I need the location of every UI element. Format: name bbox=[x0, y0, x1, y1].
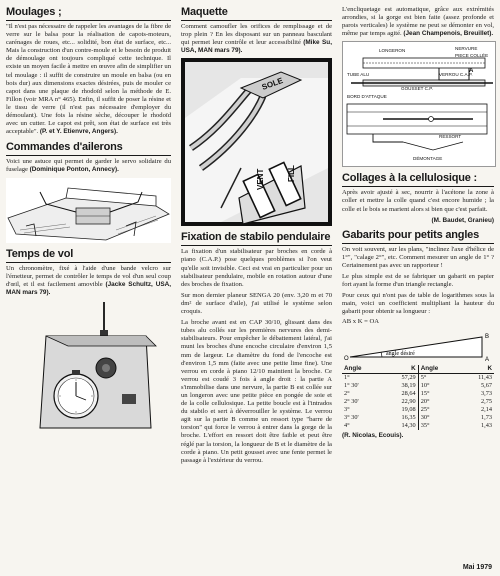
table-header-row bbox=[342, 365, 494, 374]
table-cell: 22,90 bbox=[401, 397, 416, 405]
verrou-label: VERROU C.A.P. bbox=[439, 72, 473, 78]
moulages-title: Moulages ; bbox=[6, 6, 171, 21]
table-cell: 1,73 bbox=[480, 413, 492, 421]
ailerons-text: Voici une astuce qui permet de garder le servo solidaire du fuselage (Dominique Ponton, Annecy). bbox=[6, 158, 171, 174]
triangle-a-label: A bbox=[485, 356, 490, 363]
column-right bbox=[342, 6, 494, 443]
table-cell: 19,08 bbox=[401, 405, 416, 413]
fill-label: FILL bbox=[287, 165, 296, 183]
page-footer-date: Mai 1979 bbox=[462, 563, 492, 571]
maquette-title: Maquette bbox=[181, 6, 332, 21]
maquette-text: Comment camoufler les orifices de remplissage et de trop plein ? En les disposant sur un panneau basculant qui permet leur contrôle et leur accessibilité (Mike Su, USA, MAN mars 79). bbox=[181, 23, 332, 55]
ailerons-title: Commandes d'ailerons bbox=[6, 141, 171, 156]
stabilo-p3: La broche avant est en CAP 30/10, glissant dans des tubes alu collés sur les premières nervures des demi-stabilisateurs. Pour empêcher le débattement latéral, j'ai muni les broches d'une encoche circulaire d'environ 1,5 mm de largeur. Le diamètre du fond de l'encoche est d'environ 1,5 mm (faite avec une petite lime fine). Une verrou en corde à piano 12/10 maintient la broche. Ce verrou est coudé 3 fois à angle droit : la partie A s'immobilise dans une nervure, la partie B est collée sur un longeron avec une petite pièce en pongée de soie et de la colle cellulosique. La petite boucle est à l'intrados du stabilo et sert à déverrouiller le système. Le verrou agit sur la partie B comme un ressort type "barre de torsion" qui force le verrou à entrer dans la gorge de la broche. L'effort en ressort doit être faible et peut être réglé par la torsion, la longueur de B et le diamètre de la corde à piano. Un petit gousset avec une fente permet le passage à l'extérieur du verrou. bbox=[181, 319, 332, 464]
table-cell: 16,35 bbox=[401, 413, 416, 421]
aileron-servo-figure bbox=[6, 178, 171, 243]
table-cell: 57,29 bbox=[401, 373, 416, 381]
table-row bbox=[342, 382, 494, 390]
cont-text: L'encliquetage est automatique, grâce aux extrémités arrondies, si la gorge est bien faite (assez profonde et parois verticales) le système ne peut se démonter en vol, même par temps agité. (Jean Champenois, Breuillet). bbox=[342, 6, 494, 38]
table-cell: 1° 30' bbox=[344, 381, 359, 389]
ressort-label: RESSORT bbox=[439, 134, 462, 140]
table-cell: 4° bbox=[344, 421, 350, 429]
table-row bbox=[342, 390, 494, 398]
triangle-gauge-figure bbox=[342, 327, 494, 365]
ailerons-signature: (Dominique Ponton, Annecy). bbox=[29, 166, 119, 174]
table-header: K bbox=[383, 365, 418, 374]
triangle-angle-label: angle désiré bbox=[386, 350, 415, 357]
table-cell: 14,30 bbox=[401, 421, 416, 429]
table-cell: 20° bbox=[418, 398, 460, 406]
table-cell: 3° 30' bbox=[344, 413, 359, 421]
gousset-label: GOUSSET C.P. bbox=[401, 86, 433, 92]
triangle-b-label: B bbox=[485, 333, 490, 340]
table-row bbox=[342, 406, 494, 414]
table-cell: 2,14 bbox=[480, 405, 492, 413]
table-cell: 5,67 bbox=[480, 381, 492, 389]
table-cell: 15° bbox=[418, 390, 460, 398]
stabilo-p2: Sur mon dernier planeur SENGA 20 (env. 3,20 m et 70 dm² de surface d'aile), j'ai utilisé le système selon croquis. bbox=[181, 291, 332, 316]
gabarits-formula: AB x K = OA bbox=[342, 317, 380, 325]
gabarits-p2: Le plus simple est de se fabriquer un gabarit en papier fort ayant la forme d'un triangle rectangle. bbox=[342, 273, 494, 289]
collages-signature: (M. Baudet, Granieu) bbox=[431, 216, 494, 224]
table-header: K bbox=[460, 365, 494, 374]
triangle-o-label: O bbox=[344, 355, 349, 362]
vol-signature: (Jacke Schultz, USA, MAN mars 79). bbox=[6, 280, 172, 296]
stabilo-p1: La fixation d'un stabilisateur par broches en corde à piano (C.A.P.) pose quelques problèmes si l'on veut qu'elle soit invisible. Ceci est vrai en particulier pour un stabilisateur pendulaire, mobile en rotation autour d'une des broches de fixation. bbox=[181, 248, 332, 288]
table-row bbox=[342, 414, 494, 422]
longeron-label: LONGERON bbox=[379, 48, 406, 54]
moulages-signature: (P. et Y. Etienvre, Angers). bbox=[39, 128, 118, 136]
nervure-label: NERVURE bbox=[455, 46, 478, 52]
gabarits-p1: On voit souvent, sur les plans, "inclinez l'axe d'hélice de 1°", "calage 2°", etc. Comment mesurer un angle de 1° ? Certainement pas avec un rapporteur ! bbox=[342, 245, 494, 269]
gabarits-title: Gabarits pour petits angles bbox=[342, 229, 494, 244]
stabilo-title: Fixation de stabilo pendulaire bbox=[181, 231, 332, 246]
point-a-label: A bbox=[469, 68, 474, 75]
table-cell: 2° bbox=[344, 389, 350, 397]
moulages-text: "Il n'est pas nécessaire de rappeler les avantages de la fibre de verre sur le balsa pour la réalisation de capots-moteurs, carénages de roues, etc... solidité, bon état de surface, etc... Mais la construction d'un contre-moule et le besoin de produit de démoulage ont toujours compliqué cette technique. Il existe un moyen facile à mettre en œuvre afin de simplifier un tel moulage : il suffit de construire un moule en balsa (ou en bois dur) aux dimensions exactes désirées, puis de mouler ce capot dans une plaque de rhodoïd selon la méthode de E. Fillon (voir MRA n° 465). Enfin, il suffit de poser la résine et le tissu de verre (il n'est pas nécessaire d'employer du démoulant). Une fois la résine sèche, découper le rhodoïd avec un cutter. Le capot est prêt, son état de surface est très acceptable". (P. et Y. Etienvre, Angers). bbox=[6, 23, 171, 136]
sole-label: SOLE bbox=[260, 76, 285, 93]
piece-collee-label: PIECE COLLÉE bbox=[455, 53, 489, 59]
vent-label: VENT bbox=[256, 169, 265, 191]
table-cell: 38,19 bbox=[401, 381, 416, 389]
table-row bbox=[342, 398, 494, 406]
table-row bbox=[342, 373, 494, 382]
angle-coefficient-table bbox=[342, 365, 494, 430]
tube-alu-label: TUBE ALU bbox=[347, 72, 370, 78]
table-cell: 11,43 bbox=[478, 373, 492, 381]
gabarits-signature: (R. Nicolas, Ecouis). bbox=[342, 431, 404, 439]
table-cell: 10° bbox=[418, 382, 460, 390]
table-header: Angle bbox=[342, 365, 383, 374]
table-cell: 5° bbox=[418, 373, 460, 382]
column-left bbox=[6, 6, 171, 430]
transmitter-stopwatch-figure bbox=[6, 300, 171, 430]
table-cell: 28,64 bbox=[401, 389, 416, 397]
maquette-signature: (Mike Su, USA, MAN mars 79). bbox=[181, 39, 332, 55]
table-cell: 1° bbox=[344, 373, 350, 381]
table-header: Angle bbox=[418, 365, 460, 374]
demontage-label: DÉMONTAGE bbox=[413, 156, 443, 162]
table-cell: 2° 30' bbox=[344, 397, 359, 405]
table-cell: 3° bbox=[344, 405, 350, 413]
collages-title: Collages à la cellulosique : bbox=[342, 172, 494, 187]
table-cell: 3,73 bbox=[480, 389, 492, 397]
table-row bbox=[342, 422, 494, 430]
vol-title: Temps de vol bbox=[6, 248, 171, 263]
filler-panel-figure bbox=[181, 58, 332, 226]
gabarits-p3: Pour ceux qui n'ont pas de table de logarithmes sous la main, voici un coefficient multipliant la hauteur du gabarit pour obtenir sa longueur : bbox=[342, 292, 494, 316]
stabilo-lock-figure bbox=[342, 41, 496, 167]
cont-signature: (Jean Champenois, Breuillet). bbox=[403, 30, 494, 38]
table-cell: 35° bbox=[418, 422, 460, 430]
table-cell: 2,75 bbox=[480, 397, 492, 405]
column-middle bbox=[181, 6, 332, 468]
vol-text: Un chronomètre, fixé à l'aide d'une bande velcro sur l'émetteur, permet de contrôler le temps de vol d'un seul coup d'œil, et il est facilement amovible (Jacke Schultz, USA, MAN mars 79). bbox=[6, 264, 172, 296]
collages-text: Après avoir ajusté à sec, nourrir à l'acétone la zone à coller et mettre la colle quand c'est encore humide ; la colle et le bois se marient alors si bien que c'est parfait. bbox=[342, 189, 494, 213]
table-cell: 30° bbox=[418, 414, 460, 422]
bord-attaque-label: BORD D'ATTAQUE bbox=[347, 94, 387, 100]
table-cell: 1,43 bbox=[480, 421, 492, 429]
table-cell: 25° bbox=[418, 406, 460, 414]
